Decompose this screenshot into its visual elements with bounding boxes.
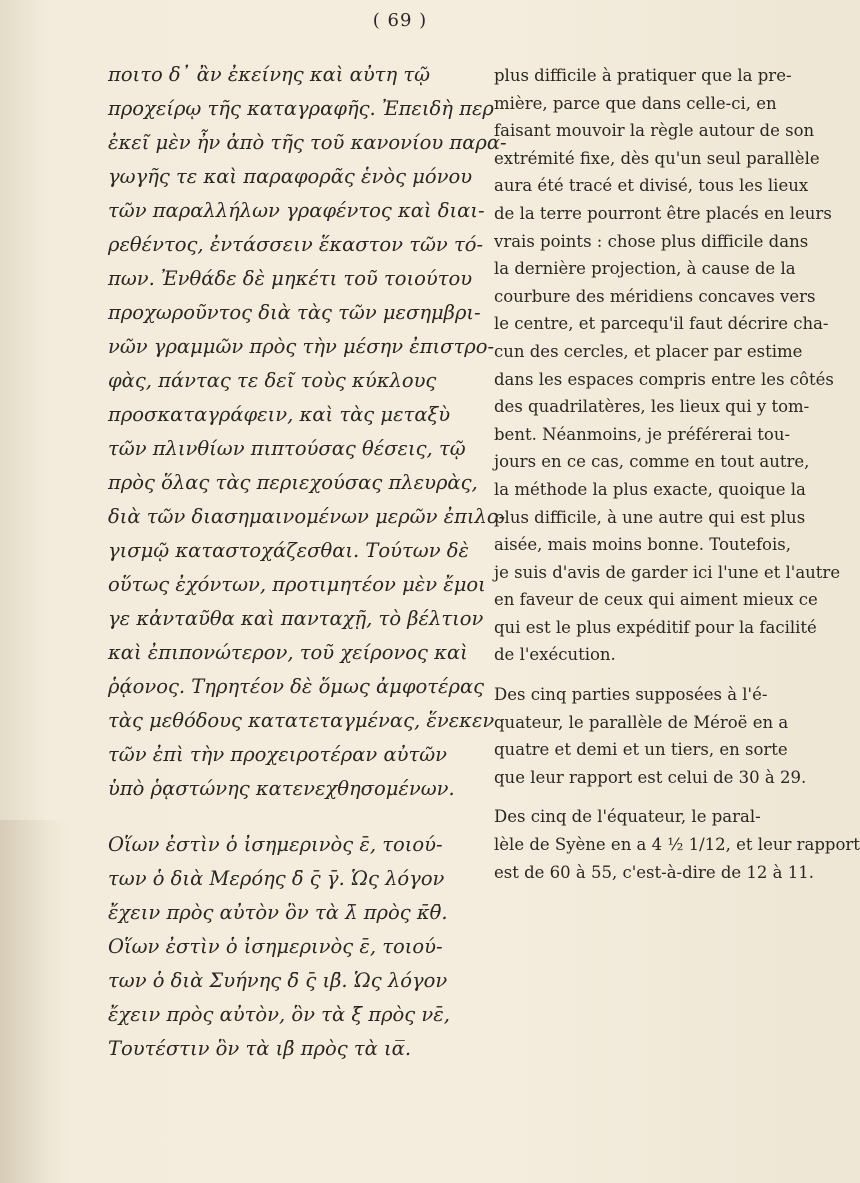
greek-line: Τουτέστιν ὃν τὰ ιβ̄ πρὸς τὰ ια̅. bbox=[108, 1037, 412, 1060]
greek-line: προσκαταγράφειν, καὶ τὰς μεταξὺ bbox=[108, 403, 451, 426]
greek-line: Οἵων ἐστὶν ὁ ἰσημερινὸς ε̄, τοιού- bbox=[108, 833, 443, 856]
greek-line: ῥᾴονος. Τηρητέον δὲ ὅμως ἀμφοτέρας bbox=[108, 675, 485, 698]
french-line: plus difficile à pratiquer que la pre- bbox=[494, 66, 792, 85]
greek-paragraph-2 bbox=[108, 828, 480, 930]
french-line: en faveur de ceux qui aiment mieux ce bbox=[494, 590, 818, 610]
greek-line: φὰς, πάντας τε δεῖ τοὺς κύκλους bbox=[108, 369, 437, 392]
french-line: la méthode la plus exacte, quoique la bbox=[494, 479, 806, 499]
french-line: qui est le plus expéditif pour la facilité bbox=[494, 617, 817, 637]
greek-line: Οἵων ἐστὶν ὁ ἰσημερινὸς ε̄, τοιού- bbox=[108, 935, 443, 958]
french-line: lèle de Syène en a 4 ½ 1/12, et leur rapport bbox=[494, 835, 860, 855]
french-line: aura été tracé et divisé, tous les lieux bbox=[494, 176, 809, 196]
french-line: de la terre pourront être placés en leurs bbox=[494, 203, 832, 223]
page-number: ( 69 ) bbox=[372, 10, 428, 31]
greek-paragraph-3 bbox=[108, 930, 480, 1066]
french-line: la dernière projection, à cause de la bbox=[494, 259, 796, 279]
greek-line: ἔχειν πρὸς αὐτὸν ὃν τὰ λ̄ πρὸς κ̄θ̄. bbox=[108, 901, 448, 924]
french-line: aisée, mais moins bonne. Toutefois, bbox=[494, 535, 791, 555]
greek-line: προχείρῳ τῆς καταγραφῆς. Ἐπειδὴ περ bbox=[108, 97, 494, 120]
french-line: de l'exécution. bbox=[494, 645, 616, 665]
greek-line: των ὁ διὰ Μερόης δ̄ ς̄ γ̄. Ὡς λόγον bbox=[108, 867, 445, 890]
french-line: plus difficile, à une autre qui est plus bbox=[494, 507, 806, 527]
french-line: quatre et demi et un tiers, en sorte bbox=[494, 740, 788, 760]
greek-line: τὰς μεθόδους κατατεταγμένας, ἕνεκεν bbox=[108, 709, 495, 732]
french-line: des quadrilatères, les lieux qui y tom- bbox=[494, 397, 810, 417]
greek-line: τῶν ἐπὶ τὴν προχειροτέραν αὐτῶν bbox=[108, 743, 448, 766]
french-line: mière, parce que dans celle-ci, en bbox=[494, 93, 777, 113]
greek-line: γωγῆς τε καὶ παραφορᾶς ἑνὸς μόνου bbox=[108, 165, 473, 188]
french-line: bent. Néanmoins, je préférerai tou- bbox=[494, 424, 791, 444]
french-paragraph-1 bbox=[494, 62, 841, 669]
greek-line: προχωροῦντος διὰ τὰς τῶν μεσημβρι- bbox=[108, 301, 481, 324]
french-column bbox=[494, 62, 860, 886]
french-line: vrais points : chose plus difficile dans bbox=[494, 231, 809, 251]
french-line: extrémité fixe, dès qu'un seul parallèle bbox=[494, 148, 820, 168]
french-line: Des cinq parties supposées à l'é- bbox=[494, 685, 768, 705]
greek-column bbox=[108, 58, 507, 1066]
french-paragraph-3 bbox=[494, 803, 860, 886]
french-line: courbure des méridiens concaves vers bbox=[494, 286, 816, 306]
greek-line: τῶν παραλλήλων γραφέντος καὶ διαι- bbox=[108, 199, 485, 222]
greek-line: γε κἀνταῦθα καὶ πανταχῇ, τὸ βέλτιον bbox=[108, 607, 484, 630]
page-edge-shadow bbox=[0, 820, 70, 1183]
greek-line: πων. Ἐνθάδε δὲ μηκέτι τοῦ τοιούτου bbox=[108, 267, 473, 290]
french-line: quateur, le parallèle de Méroë en a bbox=[494, 712, 789, 732]
greek-line: γισμῷ καταστοχάζεσθαι. Τούτων δὲ bbox=[108, 539, 469, 562]
french-line: que leur rapport est celui de 30 à 29. bbox=[494, 767, 807, 787]
french-line: le centre, et parcequ'il faut décrire cha- bbox=[494, 314, 829, 334]
french-line: je suis d'avis de garder ici l'une et l'autre bbox=[494, 562, 841, 582]
greek-line: νῶν γραμμῶν πρὸς τὴν μέσην ἐπιστρο- bbox=[108, 335, 495, 358]
greek-line: οὕτως ἐχόντων, προτιμητέον μὲν ἔμοι bbox=[108, 573, 486, 596]
greek-line: ὑπὸ ῥᾳστώνης κατενεχθησομένων. bbox=[108, 777, 455, 800]
greek-line: ἔχειν πρὸς αὐτὸν, ὃν τὰ ξ̄ πρὸς νε̄, bbox=[108, 1003, 450, 1026]
french-line: jours en ce cas, comme en tout autre, bbox=[494, 452, 810, 472]
greek-paragraph-1 bbox=[108, 58, 507, 806]
greek-line: ἐκεῖ μὲν ἦν ἀπὸ τῆς τοῦ κανονίου παρα- bbox=[108, 131, 507, 154]
greek-line: πρὸς ὅλας τὰς περιεχούσας πλευρὰς, bbox=[108, 471, 478, 494]
french-line: dans les espaces compris entre les côtés bbox=[494, 369, 834, 389]
french-line: est de 60 à 55, c'est-à-dire de 12 à 11. bbox=[494, 862, 814, 882]
greek-line: ποιτο δ᾽ ἂν ἐκείνης καὶ αὐτη τῷ bbox=[108, 63, 431, 86]
french-line: Des cinq de l'équateur, le paral- bbox=[494, 807, 761, 827]
greek-line: καὶ ἐπιπονώτερον, τοῦ χείρονος καὶ bbox=[108, 641, 468, 664]
greek-line: των ὁ διὰ Συήνης δ̄ ς̄ ιβ̄. Ὡς λόγον bbox=[108, 969, 448, 992]
greek-line: διὰ τῶν διασημαινομένων μερῶν ἐπιλο- bbox=[108, 505, 506, 528]
french-line: cun des cercles, et placer par estime bbox=[494, 341, 803, 361]
french-line: faisant mouvoir la règle autour de son bbox=[494, 121, 815, 141]
french-paragraph-2 bbox=[494, 681, 807, 791]
greek-line: ρεθέντος, ἐντάσσειν ἕκαστον τῶν τό- bbox=[108, 233, 484, 256]
greek-line: τῶν πλινθίων πιπτούσας θέσεις, τῷ bbox=[108, 437, 466, 460]
